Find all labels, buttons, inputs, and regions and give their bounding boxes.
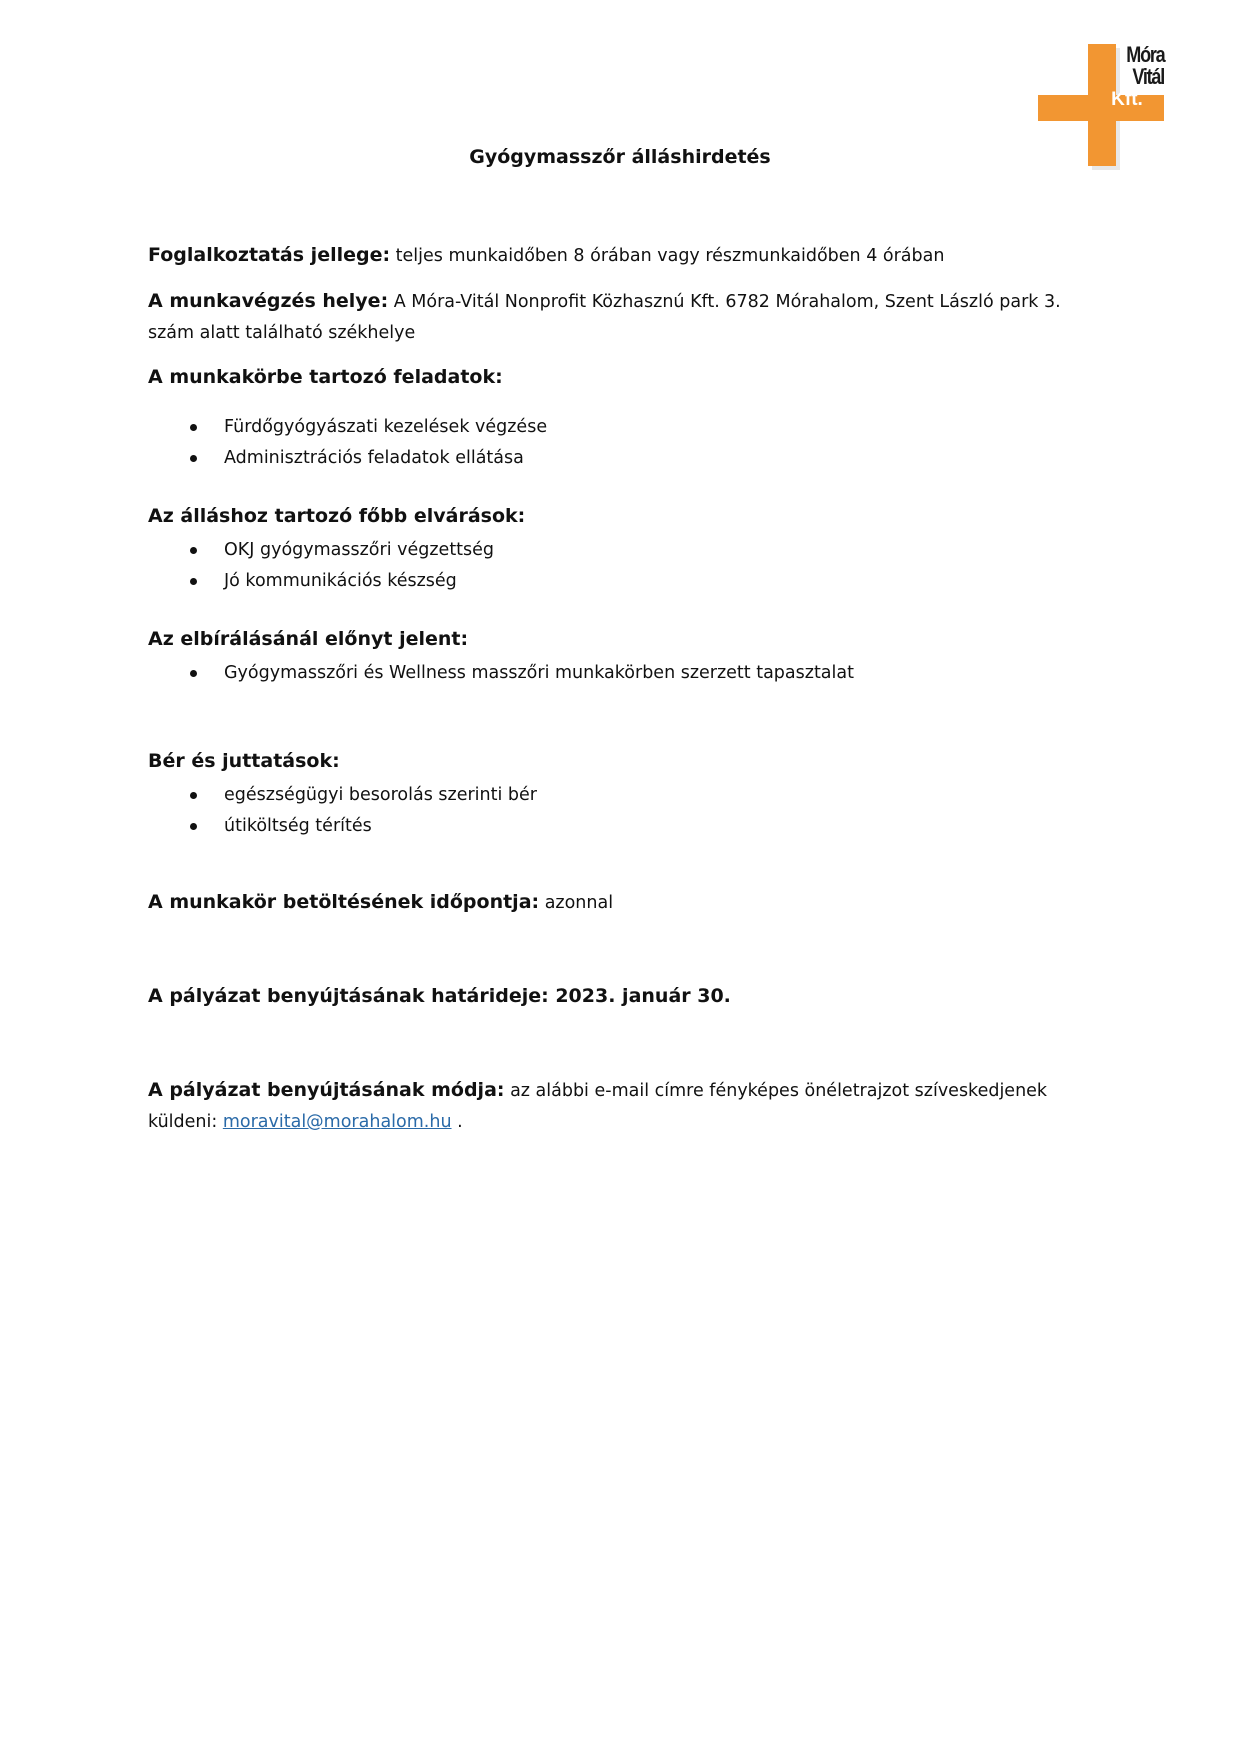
deadline-label: A pályázat benyújtásának határideje: 2023. január 30. bbox=[148, 985, 731, 1007]
submission-method bbox=[148, 1075, 1098, 1138]
tasks-heading: A munkakörbe tartozó feladatok: bbox=[148, 366, 503, 388]
list-item: Adminisztrációs feladatok ellátása bbox=[148, 443, 547, 474]
workplace bbox=[148, 286, 1098, 349]
workplace-label: A munkavégzés helye: bbox=[148, 290, 389, 312]
list-item: OKJ gyógymasszőri végzettség bbox=[148, 535, 494, 566]
tasks-list bbox=[148, 412, 547, 474]
employment-type-value: teljes munkaidőben 8 órában vagy részmunkaidőben 4 órában bbox=[390, 246, 945, 266]
requirements-list bbox=[148, 535, 494, 597]
employment-type bbox=[148, 240, 1088, 272]
employment-type-label: Foglalkoztatás jellege: bbox=[148, 244, 391, 266]
advantages-list bbox=[148, 658, 854, 689]
start-date bbox=[148, 887, 1088, 919]
list-item: útiköltség térítés bbox=[148, 811, 537, 842]
list-item: Fürdőgyógyászati kezelések végzése bbox=[148, 412, 547, 443]
requirements-heading: Az álláshoz tartozó főbb elvárások: bbox=[148, 505, 526, 527]
deadline bbox=[148, 981, 1088, 1013]
list-item: Gyógymasszőri és Wellness masszőri munkakörben szerzett tapasztalat bbox=[148, 658, 854, 689]
submission-value: az alábbi e-mail címre fényképes önéletrajzot szíveskedjenek küldeni: bbox=[148, 1081, 1048, 1132]
start-date-label: A munkakör betöltésének időpontja: bbox=[148, 891, 540, 913]
start-date-value: azonnal bbox=[539, 893, 614, 913]
list-item: Jó kommunikációs készség bbox=[148, 566, 494, 597]
workplace-value: A Móra-Vitál Nonprofit Közhasznú Kft. 6782 Mórahalom, Szent László park 3. szám alatt található székhelye bbox=[148, 292, 1061, 343]
submission-label: A pályázat benyújtásának módja: bbox=[148, 1079, 505, 1101]
benefits-heading: Bér és juttatások: bbox=[148, 750, 340, 772]
page-title: Gyógymasszőr álláshirdetés bbox=[469, 146, 771, 168]
logo-text-mora: Móra bbox=[1126, 42, 1165, 67]
email-link[interactable]: moravital@morahalom.hu bbox=[222, 1112, 452, 1132]
benefits-list bbox=[148, 780, 537, 842]
logo-text-kft: Kft. bbox=[1111, 89, 1143, 110]
advantages-heading: Az elbírálásánál előnyt jelent: bbox=[148, 628, 469, 650]
list-item: egészségügyi besorolás szerinti bér bbox=[148, 780, 537, 811]
logo-text-vital: Vitál bbox=[1132, 64, 1164, 89]
submission-suffix: . bbox=[451, 1112, 463, 1132]
